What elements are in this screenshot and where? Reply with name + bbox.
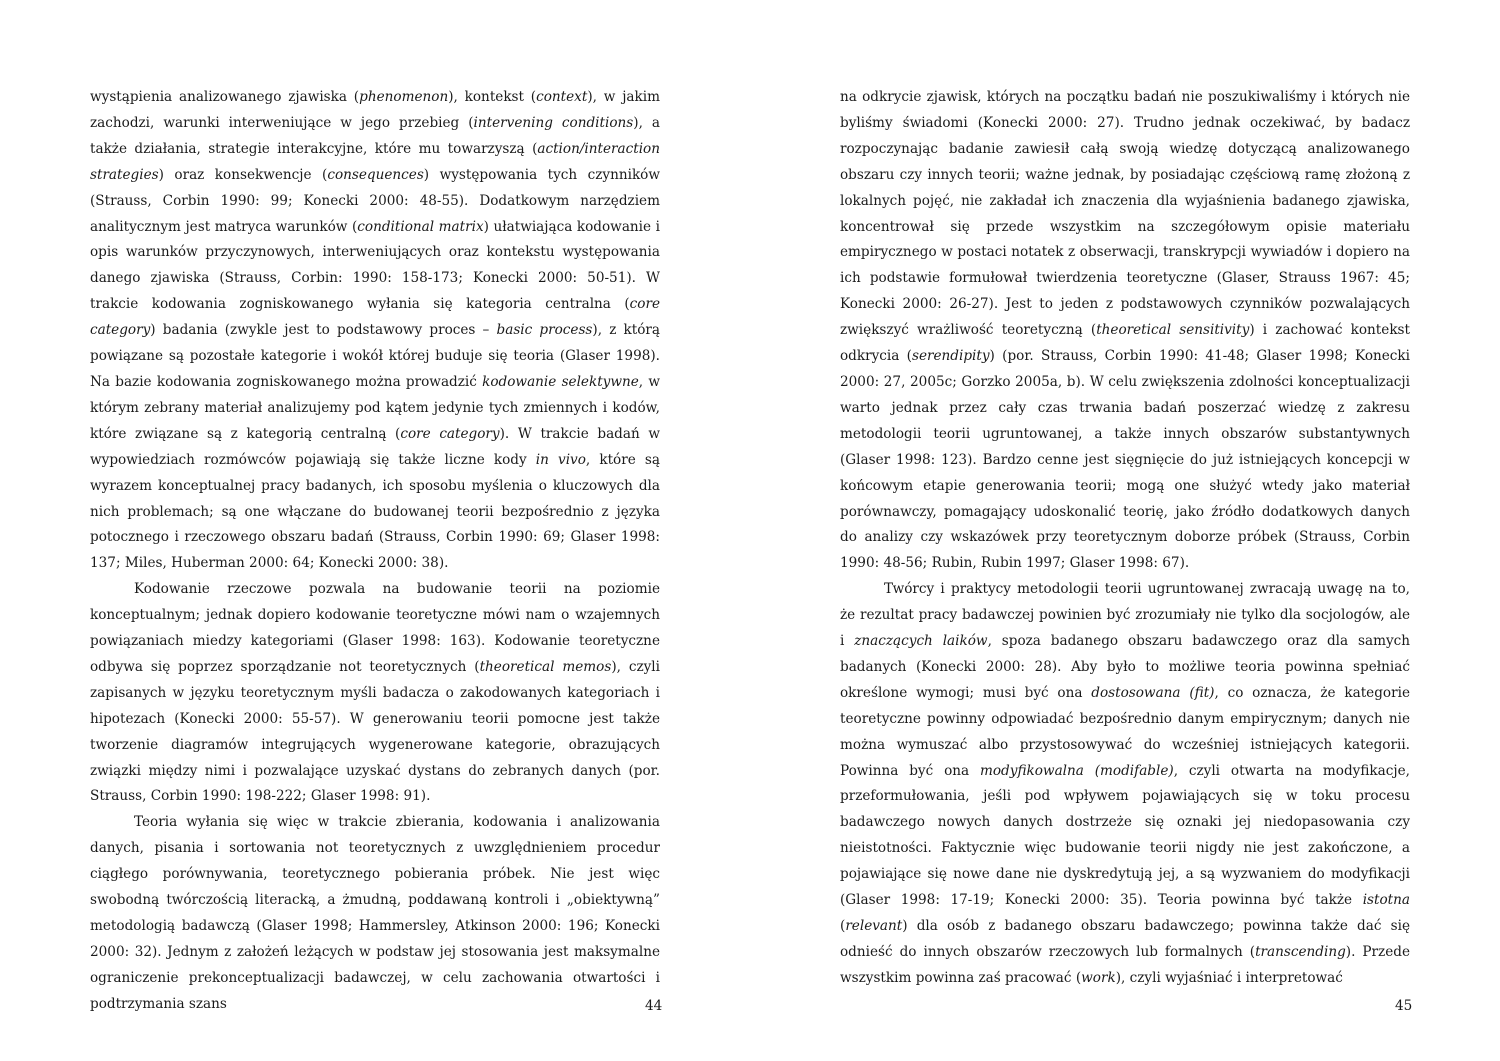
italic-term: modyfikowalna (modifable) xyxy=(979,762,1174,779)
italic-term: relevant xyxy=(845,918,903,934)
italic-term: action/interaction strategies xyxy=(90,140,660,183)
paragraph: Kodowanie rzeczowe pozwala na budowanie teorii na poziomie konceptualnym; jednak dopiero kodowanie teoretyczne mówi nam o wzajemnych powiązaniach miedzy kategoriami (Glaser 1998: 163). Kodowanie teoretyczne odbywa się poprzez sporządzanie not teoretycznych (theoretical memos), czyli zapisanych w języku teoretycznym myśli badacza o zakodowanych kategoriach i hipotezach (Konecki 2000: 55-57). W generowaniu teorii pomocne jest także tworzenie diagramów integrujących wygenerowane kategorie, obrazujących związki między nimi i pozwalające uzyskać dystans do zebranych danych (por. Strauss, Corbin 1990: 198-222; Glaser 1998: 91). xyxy=(90,581,660,805)
italic-term: transcending xyxy=(1255,943,1346,960)
italic-term: conditional matrix xyxy=(357,218,484,235)
italic-term: serendipity xyxy=(911,348,990,365)
italic-term: consequences xyxy=(327,166,424,183)
italic-term: kodowanie selektywne xyxy=(482,373,639,390)
italic-term: theoretical memos xyxy=(479,658,612,675)
italic-term: core category xyxy=(90,296,660,339)
left-page-text xyxy=(90,85,663,1018)
paragraph: Teoria wyłania się więc w trakcie zbierania, kodowania i analizowania danych, pisania i sortowania not teoretycznych z uwzględnieniem procedur ciągłego porównywania, teoretycznego pobierania próbek. Nie jest więc swobodną twórczością literacką, a żmudną, poddawaną kontroli i „obiektywną” metodologią badawczą (Glaser 1998; Hammersley, Atkinson 2000: 196; Konecki 2000: 32). Jednym z założeń leżących w podstaw jej stosowania jest maksymalne ograniczenie prekonceptualizacji badawczej, w celu zachowania otwartości i podtrzymania szans xyxy=(90,814,660,1012)
paragraph: na odkrycie zjawisk, których na początku badań nie poszukiwaliśmy i których nie byliśmy świadomi (Konecki 2000: 27). Trudno jednak oczekiwać, by badacz rozpoczynając badanie zawiesił całą swoją wiedzę dotyczącą analizowanego obszaru czy innych teorii; ważne jednak, by posiadając częściową ramę złożoną z lokalnych pojęć, nie zakładał ich znaczenia dla wyjaśnienia badanego zjawiska, koncentrował się przede wszystkim na szczegółowym opisie materiału empirycznego w postaci notatek z obserwacji, transkrypcji wywiadów i dopiero na ich podstawie formułował twierdzenia teoretyczne (Glaser, Strauss 1967: 45; Konecki 2000: 26-27). Jest to jeden z podstawowych czynników pozwalających zwiększyć wrażliwość teoretyczną (theoretical sensitivity) i zachować kontekst odkrycia (serendipity) (por. Strauss, Corbin 1990: 41-48; Glaser 1998; Konecki 2000: 27, 2005c; Gorzko 2005a, b). W celu zwiększenia zdolności konceptualizacji warto jednak przez cały czas trwania badań poszerzać wiedzę z zakresu metodologii teorii ugruntowanej, a także innych obszarów substantywnych (Glaser 1998: 123). Bardzo cenne jest sięgnięcie do już istniejących koncepcji w końcowym etapie generowania teorii; mogą one służyć wtedy jako materiał porównawczy, pomagający udoskonalić teorię, jako źródło dodatkowych danych do analizy czy wskazówek przy teoretycznym doborze próbek (Strauss, Corbin 1990: 48-56; Rubin, Rubin 1997; Glaser 1998: 67). xyxy=(840,89,1410,572)
italic-term: in vivo xyxy=(535,451,586,468)
italic-term: context xyxy=(536,89,588,105)
right-page-text xyxy=(840,85,1410,992)
italic-term: basic process xyxy=(496,322,593,339)
right-page xyxy=(750,0,1500,1061)
italic-term: core category xyxy=(400,425,500,442)
italic-term: phenomenon xyxy=(359,89,449,105)
paragraph: Twórcy i praktycy metodologii teorii ugruntowanej zwracają uwagę na to, że rezultat pracy badawczej powinien być zrozumiały nie tylko dla socjologów, ale i znaczących laików, spoza badanego obszaru badawczego oraz dla samych badanych (Konecki 2000: 28). Aby było to możliwe teoria powinna spełniać określone wymogi; musi być ona dostosowana (fit), co oznacza, że kategorie teoretyczne powinny odpowiadać bezpośrednio danym empirycznym; danych nie można wymuszać albo przystosowywać do wcześniej istniejących kategorii. Powinna być ona modyfikowalna (modifable), czyli otwarta na modyfikacje, przeformułowania, jeśli pod wpływem pojawiających się w toku procesu badawczego nowych danych dostrzeże się oznaki jej niedopasowania czy nieistotności. Faktycznie więc budowanie teorii nigdy nie jest zakończone, a pojawiające się nowe dane nie dyskredytują jej, a są wyzwaniem do modyfikacji (Glaser 1998: 17-19; Konecki 2000: 35). Teoria powinna być także istotna (relevant) dla osób z badanego obszaru badawczego; powinna także dać się odnieść do innych obszarów rzeczowych lub formalnych (transcending). Przede wszystkim powinna zaś pracować (work), czyli wyjaśniać i interpretować xyxy=(840,581,1411,986)
italic-term: intervening conditions xyxy=(473,114,634,131)
italic-term: dostosowana (fit) xyxy=(1091,684,1215,701)
paragraph: wystąpienia analizowanego zjawiska (phenomenon), kontekst (context), w jakim zachodzi, warunki interweniujące w jego przebieg (intervening conditions), a także działania, strategie interakcyjne, które mu towarzyszą (action/interaction strategies) oraz konsekwencje (consequences) występowania tych czynników (Strauss, Corbin 1990: 99; Konecki 2000: 48-55). Dodatkowym narzędziem analitycznym jest matryca warunków (conditional matrix) ułatwiająca kodowanie i opis warunków przyczynowych, interweniujących oraz kontekstu występowania danego zjawiska (Strauss, Corbin: 1990: 158-173; Konecki 2000: 50-51). W trakcie kodowania zogniskowanego wyłania się kategoria centralna (core category) badania (zwykle jest to podstawowy proces – basic process), z którą powiązane są pozostałe kategorie i wokół której buduje się teoria (Glaser 1998). Na bazie kodowania zogniskowanego można prowadzić kodowanie selektywne, w którym zebrany materiał analizujemy pod kątem jedynie tych zmiennych i kodów, które związane są z kategorią centralną (core category). W trakcie badań w wypowiedziach rozmówców pojawiają się także liczne kody in vivo, które są wyrazem konceptualnej pracy badanych, ich sposobu myślenia o kluczowych dla nich problemach; są one włączane do budowanej teorii bezpośrednio z języka potocznego i rzeczowego obszaru badań (Strauss, Corbin 1990: 69; Glaser 1998: 137; Miles, Huberman 2000: 64; Konecki 2000: 38). xyxy=(90,89,661,572)
italic-term: istotna xyxy=(1362,892,1410,909)
italic-term: znaczących laików xyxy=(854,633,988,650)
page-number: 45 xyxy=(1395,998,1413,1014)
italic-term: theoretical sensitivity xyxy=(1096,322,1250,339)
page-number: 44 xyxy=(645,998,663,1014)
italic-term: work xyxy=(1081,969,1116,986)
